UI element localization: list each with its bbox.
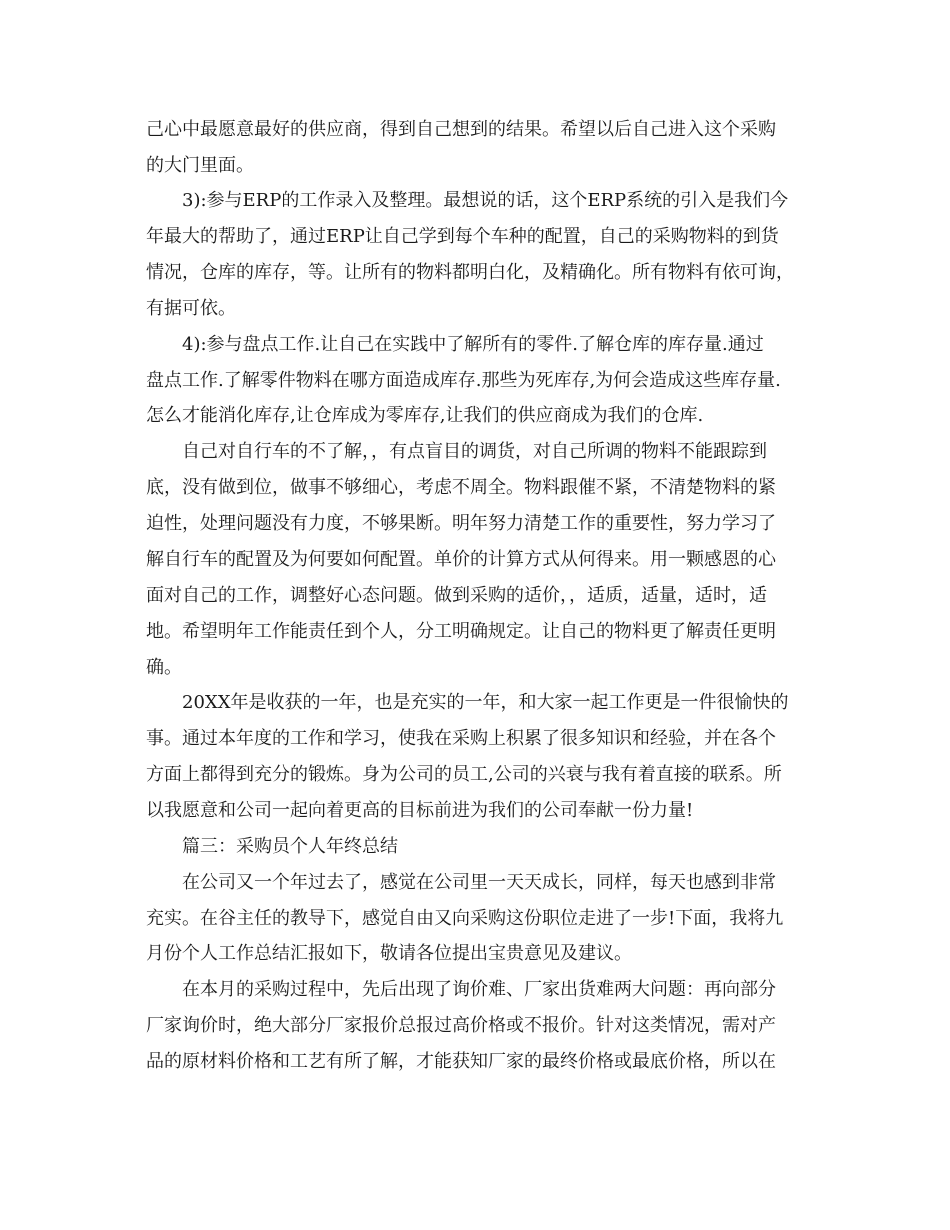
text-line: 己心中最愿意最好的供应商，得到自己想到的结果。希望以后自己进入这个采购 [146,119,776,140]
text-line: 解自行车的配置及为何要如何配置。单价的计算方式从何得来。用一颗感恩的心 [146,549,776,570]
text-line: 在本月的采购过程中，先后出现了询价难、厂家出货难两大问题：再向部分 [182,979,776,1000]
text-line: 20XX年是收获的一年，也是充实的一年，和大家一起工作更是一件很愉快的 [182,692,789,713]
text-line: 事。通过本年度的工作和学习，使我在采购上积累了很多知识和经验，并在各个 [146,728,776,749]
text-line: 在公司又一个年过去了，感觉在公司里一天天成长，同样，每天也感到非常 [182,872,776,893]
text-line: 品的原材料价格和工艺有所了解，才能获知厂家的最终价格或最底价格，所以在 [146,1051,776,1072]
text-line: 充实。在谷主任的教导下，感觉自由又向采购这份职位走进了一步!下面，我将九 [146,908,784,929]
text-line: 确。 [146,657,182,678]
text-line: 3):参与ERP的工作录入及整理。最想说的话，这个ERP系统的引入是我们今 [182,190,789,211]
text-line: 地。希望明年工作能责任到个人，分工明确规定。让自己的物料更了解责任更明 [146,621,776,642]
text-line: 情况，仓库的库存，等。让所有的物料都明白化，及精确化。所有物料有依可询， [146,262,794,283]
text-line: 怎么才能消化库存,让仓库成为零库存,让我们的供应商成为我们的仓库. [146,405,704,426]
text-line: 以我愿意和公司一起向着更高的目标前进为我们的公司奉献一份力量! [146,800,694,821]
text-line: 有据可依。 [146,298,236,319]
text-line: 方面上都得到充分的锻炼。身为公司的员工,公司的兴衰与我有着直接的联系。所 [146,764,782,785]
text-line: 月份个人工作总结汇报如下，敬请各位提出宝贵意见及建议。 [146,943,632,964]
section-heading: 篇三：采购员个人年终总结 [182,836,398,857]
text-line: 年最大的帮助了，通过ERP让自己学到每个车种的配置，自己的采购物料的到货 [146,226,779,247]
text-line: 迫性，处理问题没有力度，不够果断。明年努力清楚工作的重要性，努力学习了 [146,513,776,534]
text-line: 的大门里面。 [146,155,254,176]
text-line: 面对自己的工作，调整好心态问题。做到采购的适价，，适质，适量，适时，适 [146,585,767,606]
text-line: 4):参与盘点工作.让自己在实践中了解所有的零件.了解仓库的库存量.通过 [182,334,764,355]
text-line: 底，没有做到位，做事不够细心，考虑不周全。物料跟催不紧，不清楚物料的紧 [146,477,776,498]
text-line: 自己对自行车的不了解，，有点盲目的调货，对自己所调的物料不能跟踪到 [182,441,767,462]
text-line: 盘点工作.了解零件物料在哪方面造成库存.那些为死库存,为何会造成这些库存量. [146,370,781,391]
text-line: 厂家询价时，绝大部分厂家报价总报过高价格或不报价。针对这类情况，需对产 [146,1015,776,1036]
